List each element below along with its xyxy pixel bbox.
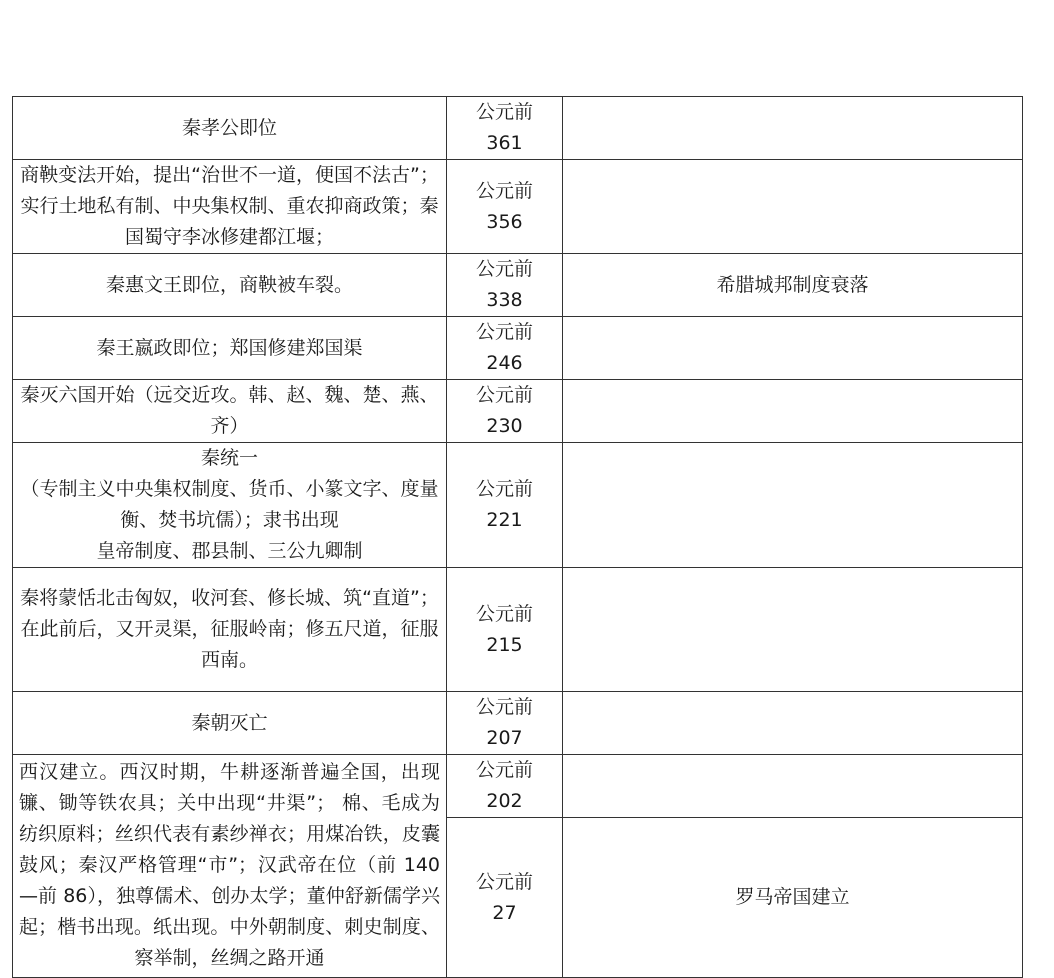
event-cell: 秦王嬴政即位；郑国修建郑国渠	[13, 317, 447, 380]
year-cell: 公元前 230	[447, 380, 563, 443]
event-cell: 西汉建立。西汉时期，牛耕逐渐普遍全国，出现镰、锄等铁农具；关中出现“井渠”； 棉、毛成为纺织原料；丝织代表有素纱禅衣；用煤冶铁，皮囊鼓风；秦汉严格管理“市”；汉武帝在位（前 140—前 86），独尊儒术、创办太学；董仲舒新儒学兴起；楷书出现。纸出现。中外朝制度、刺史制度、察举制，丝绸之路开通	[13, 755, 447, 978]
world-event-cell	[563, 568, 1023, 692]
world-event-cell	[563, 380, 1023, 443]
world-event-cell: 罗马帝国建立	[563, 818, 1023, 978]
world-event-cell	[563, 443, 1023, 568]
event-cell: 秦惠文王即位，商鞅被车裂。	[13, 254, 447, 317]
event-cell: 秦将蒙恬北击匈奴，收河套、修长城、筑“直道”； 在此前后，又开灵渠，征服岭南；修五尺道，征服西南。	[13, 568, 447, 692]
year-cell: 公元前 202	[447, 755, 563, 818]
year-cell: 公元前 221	[447, 443, 563, 568]
world-event-cell	[563, 755, 1023, 818]
table-row	[13, 568, 1023, 692]
table-row	[13, 380, 1023, 443]
event-cell: 秦灭六国开始（远交近攻。韩、赵、魏、楚、燕、齐）	[13, 380, 447, 443]
year-cell: 公元前 27	[447, 818, 563, 978]
year-cell: 公元前 361	[447, 97, 563, 160]
event-cell: 秦统一 （专制主义中央集权制度、货币、小篆文字、度量衡、焚书坑儒）；隶书出现 皇帝制度、郡县制、三公九卿制	[13, 443, 447, 568]
table-row	[13, 317, 1023, 380]
table-row	[13, 692, 1023, 755]
table-row	[13, 443, 1023, 568]
table-row	[13, 160, 1023, 254]
year-cell: 公元前 246	[447, 317, 563, 380]
world-event-cell	[563, 97, 1023, 160]
table-row	[13, 755, 1023, 818]
timeline-table	[12, 96, 1023, 978]
event-cell: 秦孝公即位	[13, 97, 447, 160]
year-cell: 公元前 207	[447, 692, 563, 755]
year-cell: 公元前 215	[447, 568, 563, 692]
world-event-cell	[563, 160, 1023, 254]
table-row	[13, 254, 1023, 317]
year-cell: 公元前 338	[447, 254, 563, 317]
world-event-cell: 希腊城邦制度衰落	[563, 254, 1023, 317]
world-event-cell	[563, 317, 1023, 380]
year-cell: 公元前 356	[447, 160, 563, 254]
table-row	[13, 97, 1023, 160]
event-cell: 商鞅变法开始，提出“治世不一道，便国不法古”；实行土地私有制、中央集权制、重农抑商政策；秦国蜀守李冰修建都江堰；	[13, 160, 447, 254]
event-cell: 秦朝灭亡	[13, 692, 447, 755]
world-event-cell	[563, 692, 1023, 755]
